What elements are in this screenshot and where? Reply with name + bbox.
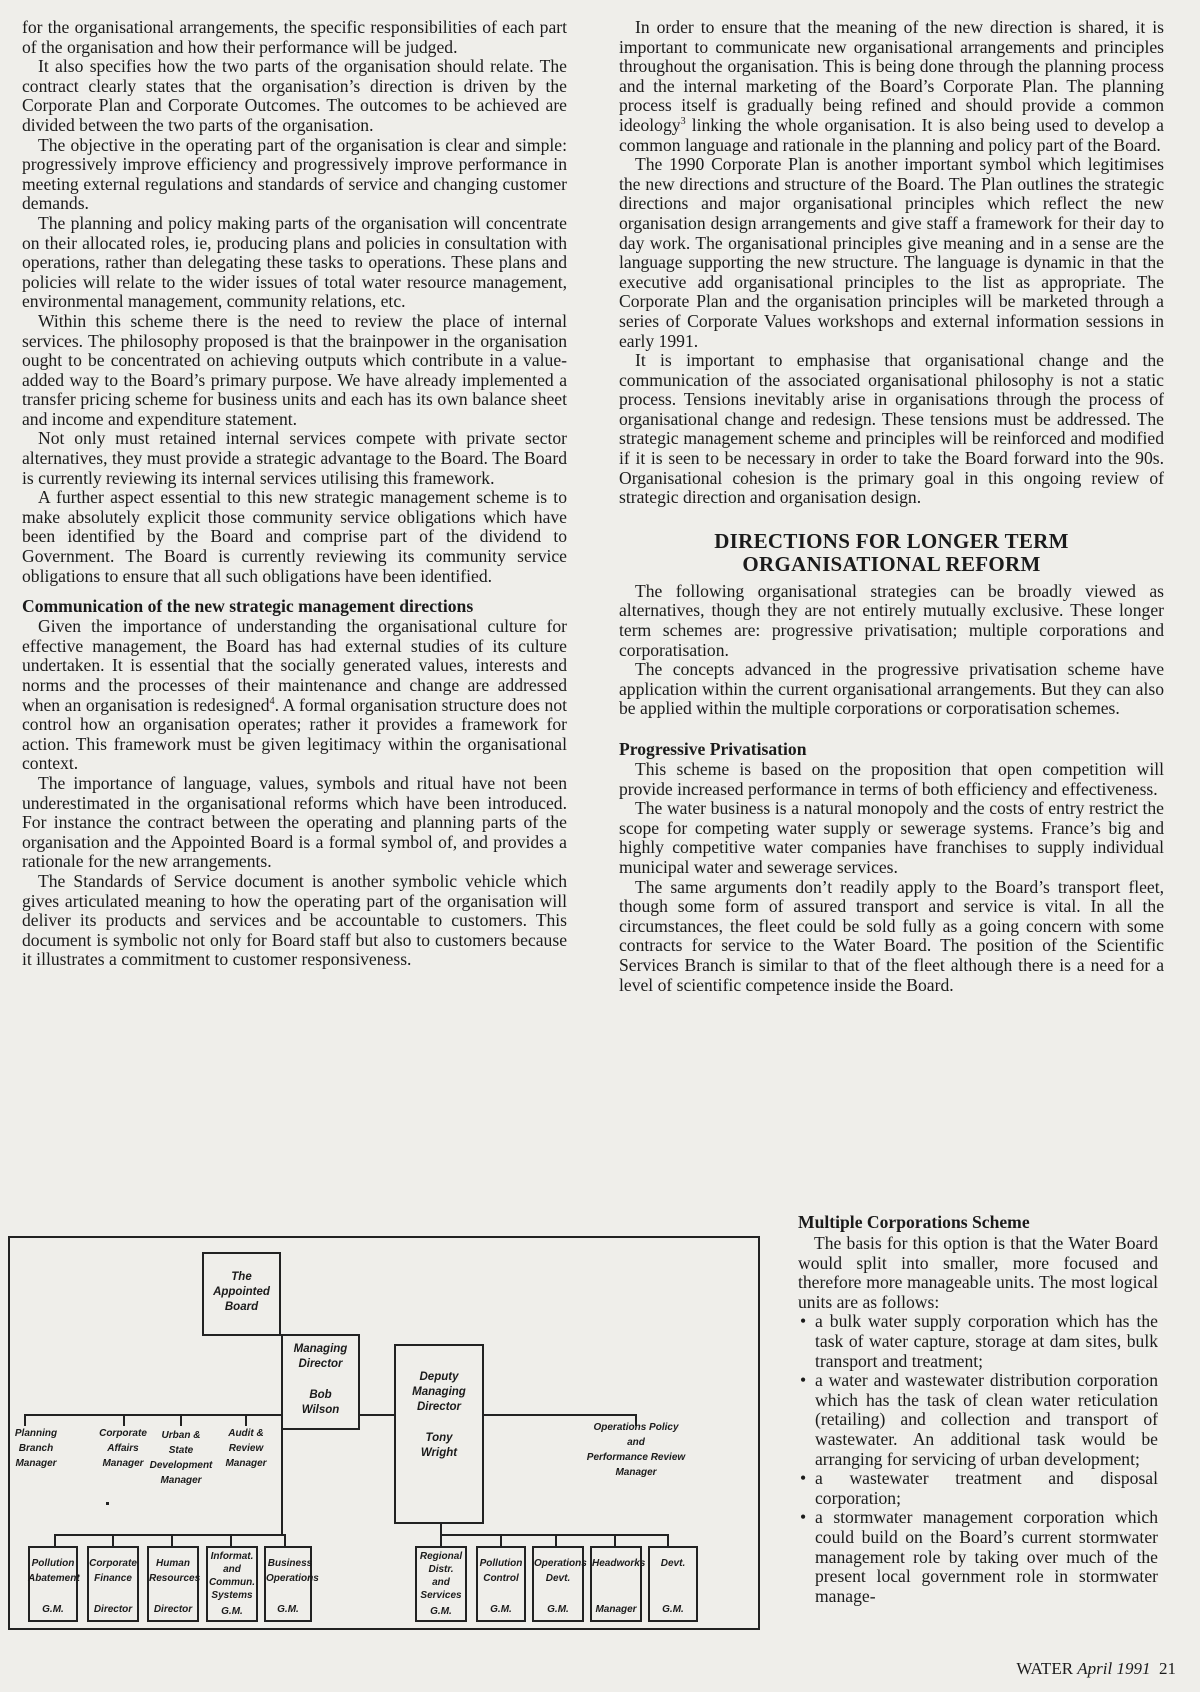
connector-line (112, 1534, 114, 1546)
paragraph-text: Given the importance of understanding the organisational culture for effective management, the Board has had external studies of its culture undertaken. It is essential that the socially generated values, interests and norms and the processes of their maintenance and change are addressed when an organisation is redesigned (22, 616, 567, 715)
audit-review-manager: Audit & Review Manager (225, 1428, 267, 1469)
connector-line (54, 1534, 56, 1546)
planning-branch-manager: Planning Branch Manager (14, 1428, 58, 1469)
connector-line (230, 1534, 232, 1546)
list-item: • a water and wastewater distribution corporation which has the task of clean water reticulation (retailing) and collection and transport of wastewater. An additional task would be arranging for servicing of urban development; (798, 1371, 1158, 1469)
major-heading (619, 530, 1164, 576)
unit-box: Headworks Manager (590, 1546, 642, 1622)
paragraph-text: In order to ensure that the meaning of the new direction is shared, it is important to communicate new organisational arrangements and principles throughout the organisation. This is being done through the planning process and the internal marketing of the Board’s Corporate Plan. The planning process itself is gradually being refined and should provide a common ideology (619, 17, 1164, 135)
dot (106, 1502, 109, 1505)
paragraph: The same arguments don’t readily apply to the Board’s transport fleet, though some form of assured transport and service is vital. In all the circumstances, the fleet could be sold fully as a going concern with some contracts for service to the Water Board. The position of the Scientific Services Branch is similar to that of the fleet although there is a need for a level of scientific competence inside the Board. (619, 876, 1164, 995)
connector-line (245, 1414, 247, 1426)
paragraph: for the organisational arrangements, the specific responsibilities of each part of the organisation and how their performance will be judged. (22, 17, 567, 57)
managing-director-box (281, 1334, 360, 1430)
connector-line (555, 1534, 557, 1546)
connector-line (284, 1534, 286, 1546)
paragraph (22, 617, 567, 774)
paragraph: The following organisational strategies can be broadly viewed as alternatives, though they are not entirely mutually exclusive. These longer term schemes are: progressive privatisation; multiple corporations and corporatisation. (619, 580, 1164, 660)
paragraph: The planning and policy making parts of the organisation will concentrate on their allocated roles, ie, producing plans and policies in consultation with operations, rather than delegating these tasks to operations. These plans and policies will relate to the wider issues of total water resource management, environmental management, community relations, etc. (22, 212, 567, 312)
issue-date: April 1991 (1077, 1659, 1151, 1678)
list-item: • a bulk water supply corporation which has the task of water capture, storage at dam sites, bulk transport and treatment; (798, 1312, 1158, 1371)
major-heading-line: DIRECTIONS FOR LONGER TERM (714, 528, 1069, 553)
unit-box: Operations Devt. G.M. (532, 1546, 584, 1622)
section-heading: Multiple Corporations Scheme (798, 1212, 1030, 1232)
deputy-managing-director-box (394, 1344, 484, 1524)
unit-box: Pollution Abatement G.M. (28, 1546, 78, 1622)
paragraph: Not only must retained internal services compete with private sector alternatives, they must provide a strategic advantage to the Board. The Board is currently reviewing its internal services utilising this framework. (22, 428, 567, 488)
urban-state-development-manager: Urban & State Development Manager (149, 1430, 213, 1486)
page-footer (1016, 1659, 1176, 1679)
unit-box: Devt. G.M. (648, 1546, 698, 1622)
list-item: • a stormwater management corporation which could build on the Board’s current stormwater management role by taking over much of the present local government role in stormwater manage- (798, 1508, 1158, 1606)
connector-line (614, 1534, 616, 1546)
paragraph: The Standards of Service document is another symbolic vehicle which gives articulated meaning to how the operating part of the organisation will deliver its products and services and be accountable to customers. This document is symbolic not only for Board staff but also to customers because it illustrates a commitment to customer responsiveness. (22, 870, 567, 970)
paragraph: It is important to emphasise that organisational change and the communication of the associated organisational philosophy is not a static process. Tensions inevitably arise in organisations through the process of organisational change and redesign. These tensions must be addressed. The strategic management scheme and principles will be reinforced and modified if it is seen to be necessary in order to take the Board forward into the 90s. Organisational cohesion is the primary goal in this ongoing review of strategic direction and organisation design. (619, 350, 1164, 508)
paragraph (619, 18, 1164, 155)
multiple-corporations-section (798, 1212, 1158, 1606)
paragraph: This scheme is based on the proposition that open competition will provide increased performance in terms of both efficiency and effectiveness. (619, 759, 1164, 799)
managing-director-label: Managing Director Bob Wilson (293, 1343, 348, 1416)
paragraph-text: . A formal organisation structure does not control how an organisation operates; rather it provides a framework for action. This framework must be given legitimacy within the organisational context. (22, 694, 568, 774)
appointed-board-box (202, 1252, 281, 1336)
left-column (22, 18, 567, 970)
paragraph: The basis for this option is that the Water Board would split into smaller, more focused and therefore more manageable units. The most logical units are as follows: (798, 1233, 1158, 1312)
paragraph: The importance of language, values, symbols and ritual have not been underestimated in the organisational reforms which have been introduced. For instance the contract between the operating and planning parts of the organisation and the Appointed Board is a formal symbol of, and provides a rationale for the new arrangements. (22, 772, 567, 872)
unit-box: Regional Distr. and Services G.M. (415, 1546, 467, 1622)
page-number: 21 (1159, 1659, 1176, 1678)
connector-line (500, 1534, 502, 1546)
unit-box: Pollution Control G.M. (476, 1546, 526, 1622)
paragraph: The concepts advanced in the progressive privatisation scheme have application within the current organisational arrangements. But they can also be applied within the multiple corporations or corporatisation schemes. (619, 659, 1164, 719)
connector-line (180, 1414, 182, 1426)
deputy-managing-director-label: Deputy Managing Director Tony Wright (412, 1371, 466, 1459)
paragraph: The 1990 Corporate Plan is another important symbol which legitimises the new directions and structure of the Board. The Plan outlines the strategic directions and major organisational principles which reflect the new organisation design arrangements and give staff a framework for their day to day work. The organisational principles give meaning and in a sense are the language supporting the new structure. The language is dynamic in that the executive add organisational principles to the list as appropriate. The Corporate Plan and the organisation principles will be marketed through a series of Corporate Values workshops and external information sessions in early 1991. (619, 154, 1164, 351)
paragraph-text: linking the whole organisation. It is also being used to develop a common language and rationale in the planning and policy part of the Board. (619, 114, 1164, 155)
section-heading: Communication of the new strategic management directions (22, 596, 474, 617)
paragraph: It also specifies how the two parts of the organisation should relate. The contract clearly states that the organisation’s direction is driven by the Corporate Plan and Corporate Outcomes. The outcomes to be achieved are divided between the two parts of the organisation. (22, 56, 567, 135)
operations-policy-manager: Operations Policy and Performance Review Manager (586, 1422, 686, 1478)
connector-line (123, 1414, 125, 1426)
org-chart (8, 1236, 760, 1630)
unit-box: Informat. and Commun. Systems G.M. (206, 1546, 258, 1622)
connector-line (667, 1534, 669, 1546)
paragraph: The water business is a natural monopoly and the costs of entry restrict the scope for competing water supply or sewerage systems. France’s big and highly competitive water companies have franchises to supply individual municipal water and sewerage services. (619, 798, 1164, 877)
connector-line (24, 1414, 26, 1426)
paragraph: Within this scheme there is the need to review the place of internal services. The philosophy proposed is that the brainpower in the organisation ought to be concentrated on achieving outputs which contribute in a value-added way to the Board’s primary purpose. We have already implemented a transfer pricing scheme for business units and each has its own balance sheet and income and expenditure statement. (22, 310, 567, 429)
paragraph: The objective in the operating part of the organisation is clear and simple: progressively improve efficiency and progressively improve performance in meeting external regulations and standards of service and changing customer demands. (22, 134, 567, 214)
corporate-affairs-manager: Corporate Affairs Manager (99, 1428, 147, 1469)
magazine-name: WATER (1016, 1659, 1074, 1678)
unit-box: Corporate Finance Director (87, 1546, 139, 1622)
connector-line (54, 1534, 284, 1536)
connector-line (171, 1534, 173, 1546)
footnote-ref: 4 (269, 695, 275, 707)
footnote-ref: 3 (680, 116, 686, 128)
right-column (619, 18, 1164, 995)
bullet-list (798, 1312, 1158, 1606)
paragraph: A further aspect essential to this new strategic management scheme is to make absolutely explicit those community service obligations which have been identified by the Board and comprise part of the dividend to Government. The Board is currently reviewing its community service obligations to ensure that all such obligations have been identified. (22, 487, 567, 586)
list-item: • a wastewater treatment and disposal corporation; (798, 1469, 1158, 1508)
unit-box: Human Resources Director (147, 1546, 199, 1622)
major-heading-line: ORGANISATIONAL REFORM (742, 551, 1041, 576)
appointed-board-label: The Appointed Board (213, 1271, 270, 1313)
connector-line (440, 1534, 668, 1536)
section-heading: Progressive Privatisation (619, 739, 807, 759)
unit-box: Business Operations G.M. (264, 1546, 312, 1622)
